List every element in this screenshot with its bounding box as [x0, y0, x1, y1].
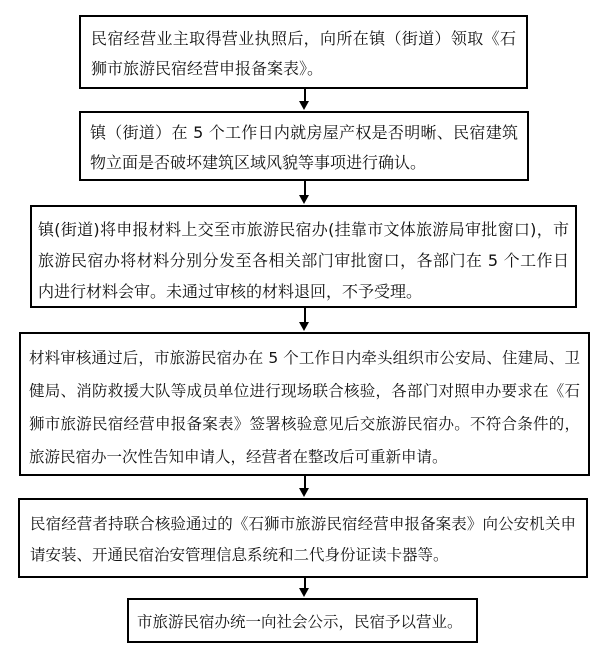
arrow-down-icon	[299, 89, 310, 110]
arrow-head	[299, 101, 309, 110]
arrow-down-icon	[299, 578, 310, 597]
arrow-head	[299, 322, 309, 331]
arrow-head	[299, 195, 309, 204]
flow-step-3-text: 镇(街道)将申报材料上交至市旅游民宿办(挂靠市文体旅游局审批窗口)，市旅游民宿办将材料分别分发至各相关部门审批窗口，各部门在 5 个工作日内进行材料会审。未通过审核的材料退回，不予受理。	[38, 220, 569, 301]
flow-step-2	[79, 111, 529, 181]
flow-step-4	[19, 332, 590, 476]
flow-step-5	[18, 498, 588, 578]
flow-step-4-text: 材料审核通过后，市旅游民宿办在 5 个工作日内牵头组织市公安局、住建局、卫健局、消防救援大队等成员单位进行现场联合核验，各部门对照申办要求在《石狮市旅游民宿经营申报备案表》签署核验意见后交旅游民宿办。不符合条件的，旅游民宿办一次性告知申请人，经营者在整改后可重新申请。	[29, 349, 580, 466]
flow-step-5-text: 民宿经营者持联合核验通过的《石狮市旅游民宿经营申报备案表》向公安机关申请安装、开通民宿治安管理信息系统和二代身份证读卡器等。	[30, 515, 576, 564]
arrow-head	[299, 488, 309, 497]
arrow-down-icon	[299, 474, 310, 497]
flow-step-3	[30, 205, 577, 308]
flow-step-1	[79, 15, 528, 89]
arrow-down-icon	[299, 308, 310, 331]
arrow-down-icon	[299, 181, 310, 204]
flow-step-1-text: 民宿经营业主取得营业执照后，向所在镇（街道）领取《石狮市旅游民宿经营申报备案表》。	[91, 29, 516, 78]
flow-step-2-text: 镇（街道）在 5 个工作日内就房屋产权是否明晰、民宿建筑物立面是否破坏建筑区域风貌等事项进行确认。	[90, 123, 518, 172]
flow-step-6-text: 市旅游民宿办统一向社会公示，民宿予以营业。	[137, 613, 463, 631]
flow-step-6	[127, 598, 478, 643]
arrow-head	[299, 588, 309, 597]
